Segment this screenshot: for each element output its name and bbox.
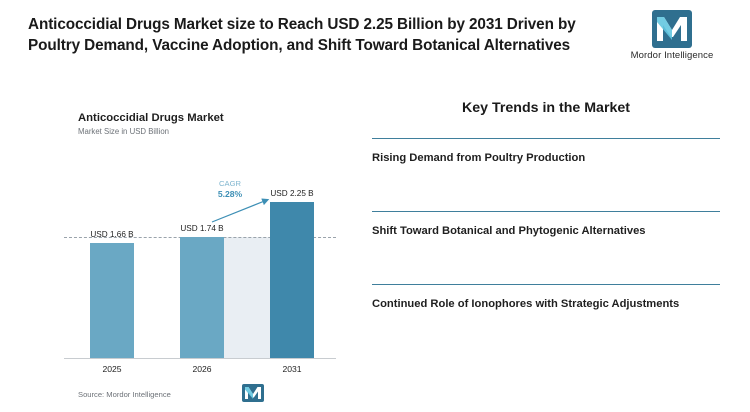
x-axis-labels: [60, 364, 340, 380]
x-label-2031: 2031: [282, 364, 302, 374]
cagr-label: CAGR: [219, 179, 241, 188]
chart-baseline: [64, 358, 336, 359]
trend-item-1: [372, 138, 720, 167]
cagr-value: 5.28%: [217, 189, 243, 199]
brand-logo: [616, 10, 728, 66]
chart-panel: [60, 112, 340, 402]
bar-2031-label: USD 2.25 B: [270, 189, 314, 198]
chart-source: Source: Mordor Intelligence: [78, 390, 171, 399]
bar-2026-label: USD 1.74 B: [180, 224, 224, 233]
chart-subtitle: Market Size in USD Billion: [78, 127, 169, 136]
trend-item-3: [372, 284, 720, 313]
bar-2026-fill: [180, 237, 224, 358]
trend-item-2-label: Shift Toward Botanical and Phytogenic Alternatives: [372, 225, 646, 237]
x-label-2026: 2026: [192, 364, 212, 374]
trend-item-1-label: Rising Demand from Poultry Production: [372, 152, 586, 164]
mordor-intelligence-logo-icon: [652, 10, 692, 48]
bar-2031: [270, 189, 314, 358]
brand-logo-text: Mordor Intelligence: [630, 50, 714, 61]
bar-2025-label: USD 1.66 B: [90, 230, 134, 239]
trend-item-2: [372, 211, 720, 240]
chart-title: Anticoccidial Drugs Market: [78, 112, 224, 124]
bar-2025-fill: [90, 243, 134, 358]
bar-chart-plot: [60, 164, 340, 359]
bar-2025: [90, 230, 134, 358]
header: [0, 0, 750, 86]
page-title: Anticoccidial Drugs Market size to Reach USD 2.25 Billion by 2031 Driven by Poultry Demand, Vaccine Adoption, and Shift Toward Botanical Alternatives: [28, 16, 576, 54]
trend-item-3-label: Continued Role of Ionophores with Strategic Adjustments: [372, 298, 680, 310]
key-trends-section: [372, 100, 720, 313]
bar-2026: [180, 224, 224, 358]
cagr-annotation: [200, 178, 260, 200]
source-logo-icon: [242, 384, 264, 402]
key-trends-title: Key Trends in the Market: [462, 100, 630, 116]
x-label-2025: 2025: [102, 364, 122, 374]
bar-2031-fill: [270, 202, 314, 358]
